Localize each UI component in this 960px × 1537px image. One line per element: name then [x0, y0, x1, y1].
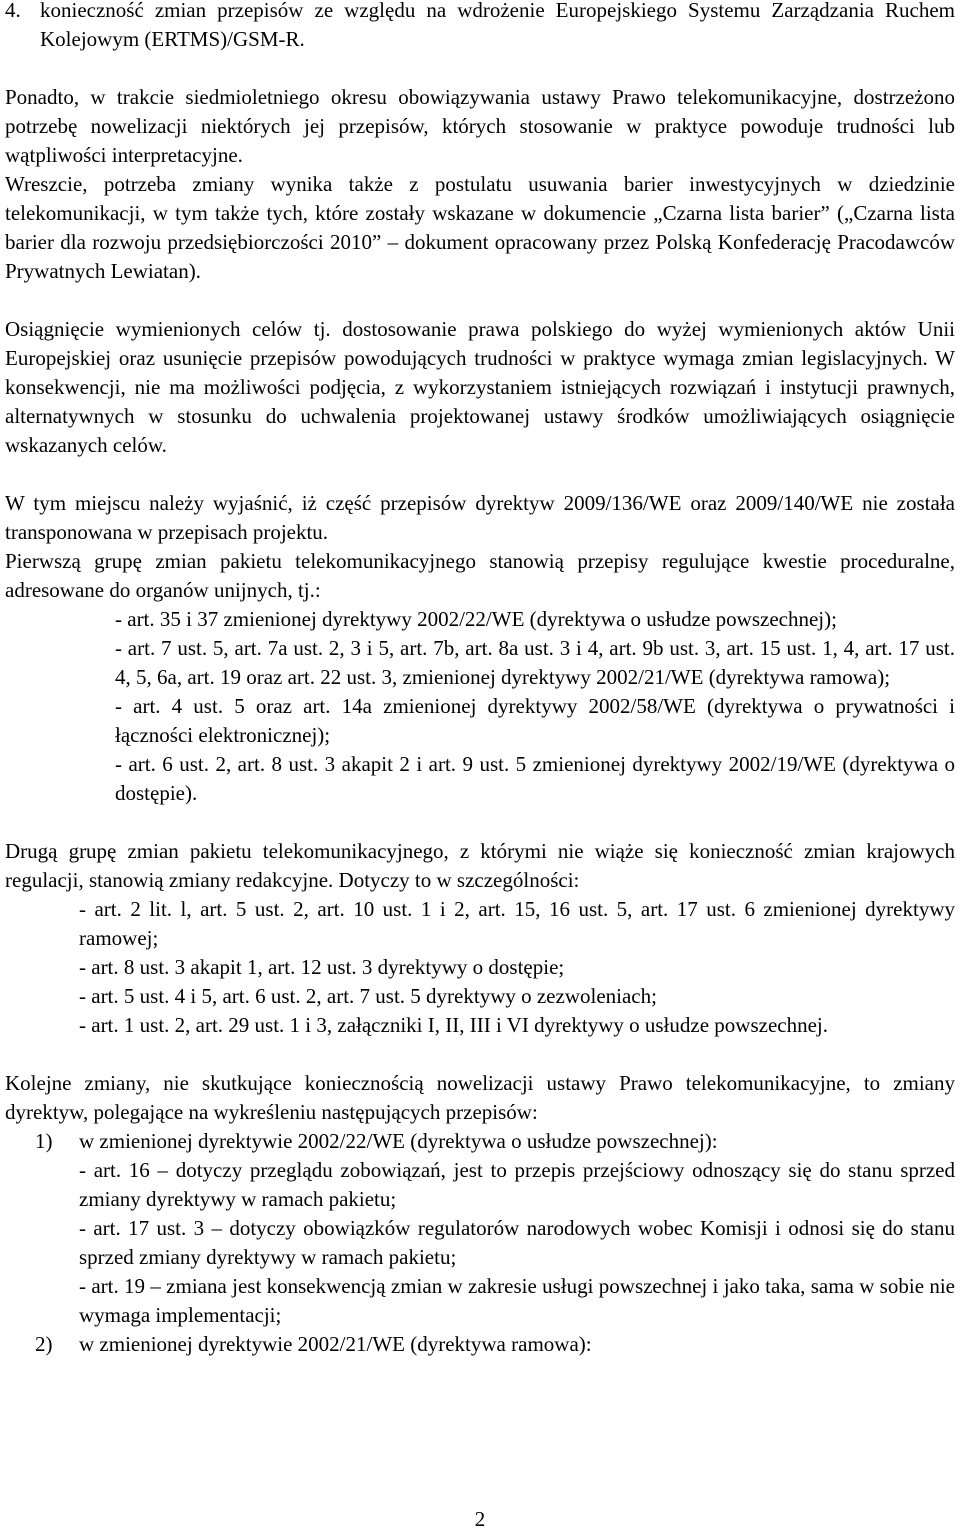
numbered-item-2 [5, 1330, 955, 1359]
paragraph-2: Wreszcie, potrzeba zmiany wynika także z postulatu usuwania barier inwestycyjnych w dziedzinie telekomunikacji, w tym także tych, które zostały wskazane w dokumencie „Czarna lista barier” („Czarna lista barier dla rozwoju przedsiębiorczości 2010” – dokument opracowany przez Polską Konfederację Pracodawców Prywatnych Lewiatan). [5, 172, 955, 283]
first-group-list [5, 605, 955, 808]
list-item: - art. 35 i 37 zmienionej dyrektywy 2002/22/WE (dyrektywa o usłudze powszechnej); [115, 607, 837, 631]
paragraph-1: Ponadto, w trakcie siedmioletniego okresu obowiązywania ustawy Prawo telekomunikacyjne, dostrzeżono potrzebę nowelizacji niektórych jej przepisów, których stosowanie w praktyce powoduje trudności lub wątpliwości interpretacyjne. [5, 85, 955, 167]
list-item: - art. 6 ust. 2, art. 8 ust. 3 akapit 2 i art. 9 ust. 5 zmienionej dyrektywy 2002/19/WE (dyrektywa o dostępie). [115, 752, 955, 805]
list-item: - art. 1 ust. 2, art. 29 ust. 1 i 3, załączniki I, II, III i VI dyrektywy o usłudze powszechnej. [79, 1013, 828, 1037]
list-item-4 [5, 0, 955, 54]
list-item: - art. 19 – zmiana jest konsekwencją zmian w zakresie usługi powszechnej i jako taka, sama w sobie nie wymaga implementacji; [79, 1274, 955, 1327]
item-number: 4. [5, 0, 21, 22]
item-text: w zmienionej dyrektywie 2002/21/WE (dyrektywa ramowa): [79, 1332, 592, 1356]
list-item: - art. 17 ust. 3 – dotyczy obowiązków regulatorów narodowych wobec Komisji i odnosi się do stanu sprzed zmiany dyrektywy w ramach pakietu; [79, 1216, 955, 1269]
item-number: 1) [35, 1129, 53, 1153]
list-item: - art. 2 lit. l, art. 5 ust. 2, art. 10 ust. 1 i 2, art. 15, 16 ust. 5, art. 17 ust. 6 zmienionej dyrektywy ramowej; [79, 897, 955, 950]
paragraph-6: Drugą grupę zmian pakietu telekomunikacyjnego, z którymi nie wiąże się konieczność zmian krajowych regulacji, stanowią zmiany redakcyjne. Dotyczy to w szczególności: [5, 839, 955, 892]
numbered-item-1 [5, 1127, 955, 1156]
document-page [5, 0, 955, 1359]
paragraph-4: W tym miejscu należy wyjaśnić, iż część przepisów dyrektyw 2009/136/WE oraz 2009/140/WE nie została transponowana w przepisach projektu. [5, 491, 955, 544]
list-item: - art. 4 ust. 5 oraz art. 14a zmienionej dyrektywy 2002/58/WE (dyrektywa o prywatności i łączności elektronicznej); [115, 694, 955, 747]
list-item: - art. 8 ust. 3 akapit 1, art. 12 ust. 3 dyrektywy o dostępie; [79, 955, 565, 979]
item-text: konieczność zmian przepisów ze względu na wdrożenie Europejskiego Systemu Zarządzania Ruchem Kolejowym (ERTMS)/GSM-R. [40, 0, 955, 51]
paragraph-7: Kolejne zmiany, nie skutkujące koniecznością nowelizacji ustawy Prawo telekomunikacyjne, to zmiany dyrektyw, polegające na wykreśleniu następujących przepisów: [5, 1071, 955, 1124]
paragraph-3: Osiągnięcie wymienionych celów tj. dostosowanie prawa polskiego do wyżej wymienionych aktów Unii Europejskiej oraz usunięcie przepisów powodujących trudności w praktyce wymaga zmian legislacyjnych. W konsekwencji, nie ma możliwości podjęcia, z wykorzystaniem istniejących rozwiązań i instytucji prawnych, alternatywnych w stosunku do uchwalenia projektowanej ustawy środków umożliwiających osiągnięcie wskazanych celów. [5, 317, 955, 457]
page-number: 2 [474, 1507, 486, 1531]
paragraph-5: Pierwszą grupę zmian pakietu telekomunikacyjnego stanowią przepisy regulujące kwestie proceduralne, adresowane do organów unijnych, tj.: [5, 549, 955, 602]
numbered-item-1-sublist [5, 1156, 955, 1330]
item-number: 2) [35, 1332, 53, 1356]
list-item: - art. 7 ust. 5, art. 7a ust. 2, 3 i 5, art. 7b, art. 8a ust. 3 i 4, art. 9b ust. 3, art. 15 ust. 1, 4, art. 17 ust. 4, 5, 6a, art. 19 oraz art. 22 ust. 3, zmienionej dyrektywy 2002/21/WE (dyrektywa ramowa); [115, 636, 955, 689]
item-text: w zmienionej dyrektywie 2002/22/WE (dyrektywa o usłudze powszechnej): [79, 1129, 718, 1153]
list-item: - art. 5 ust. 4 i 5, art. 6 ust. 2, art. 7 ust. 5 dyrektywy o zezwoleniach; [79, 984, 657, 1008]
list-item: - art. 16 – dotyczy przeglądu zobowiązań, jest to przepis przejściowy odnoszący się do stanu sprzed zmiany dyrektywy w ramach pakietu; [79, 1158, 955, 1211]
second-group-list [5, 895, 955, 1040]
